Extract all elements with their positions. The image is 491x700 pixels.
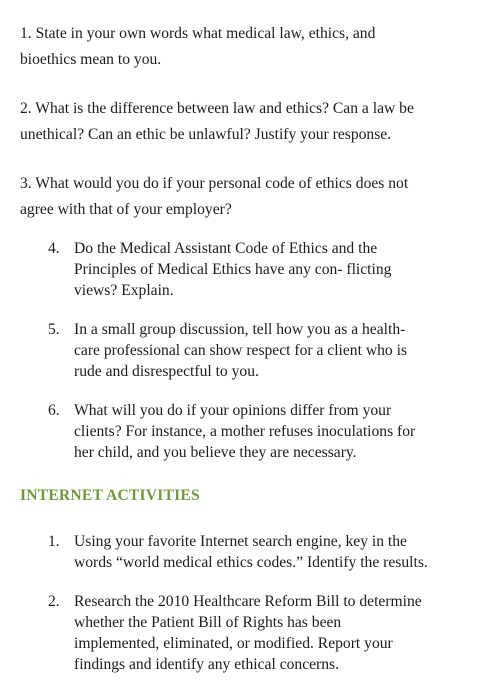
question-4-line-2: Principles of Medical Ethics have any con- flicting [74,261,392,278]
question-2 [20,96,480,148]
internet-activity-2-number: 2. [48,593,60,610]
internet-activity-1-line-1: Using your favorite Internet search engine, key in the [74,533,407,550]
internet-activity-2-line-2: whether the Patient Bill of Rights has been [74,614,342,631]
question-4-line-1: Do the Medical Assistant Code of Ethics and the [74,240,378,257]
internet-activity-2-line-3: implemented, eliminated, or modified. Report your [74,635,393,652]
internet-activity-1-number: 1. [48,533,60,550]
question-4-line-3: views? Explain. [74,282,174,299]
question-6-line-2: clients? For instance, a mother refuses inoculations for [74,423,416,440]
question-2-line-2: unethical? Can an ethic be unlawful? Justify your response. [20,126,392,143]
question-6-line-3: her child, and you believe they are necessary. [74,444,357,461]
question-5-line-1: In a small group discussion, tell how you as a health- [74,321,406,338]
internet-activity-1-text [74,531,428,573]
question-1-line-1: 1. State in your own words what medical law, ethics, and [20,25,376,42]
internet-activities-heading: INTERNET ACTIVITIES [20,487,200,504]
question-4-text [74,238,391,301]
question-1 [20,21,475,73]
question-5-text [74,319,407,382]
internet-activity-2-line-1: Research the 2010 Healthcare Reform Bill to determine [74,593,422,610]
internet-activity-2-line-4: findings and identify any ethical concerns. [74,656,340,673]
question-6-text [74,400,415,463]
question-5-line-3: rude and disrespectful to you. [74,363,259,380]
question-5-number: 5. [48,321,60,338]
question-3 [20,171,480,223]
question-4-number: 4. [48,240,60,257]
question-6-number: 6. [48,402,60,419]
question-3-line-2: agree with that of your employer? [20,201,232,218]
question-1-line-2: bioethics mean to you. [20,51,162,68]
question-5-line-2: care professional can show respect for a client who is [74,342,407,359]
question-6-line-1: What will you do if your opinions differ from your [74,402,392,419]
question-2-line-1: 2. What is the difference between law and ethics? Can a law be [20,100,414,117]
internet-activity-1-line-2: words “world medical ethics codes.” Identify the results. [74,554,428,571]
question-3-line-1: 3. What would you do if your personal code of ethics does not [20,175,409,192]
internet-activity-2-text [74,591,422,675]
